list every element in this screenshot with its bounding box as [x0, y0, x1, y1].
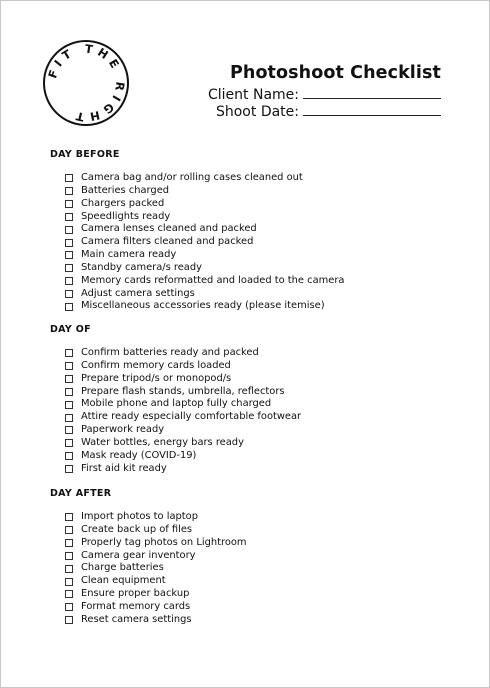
checklist-item-label: Prepare flash stands, umbrella, reflectors	[81, 385, 285, 397]
checkbox[interactable]	[65, 603, 73, 611]
checklist-item	[65, 424, 301, 437]
checklist-item	[65, 614, 247, 627]
checkbox[interactable]	[65, 414, 73, 422]
checklist-item	[65, 373, 301, 386]
checklist-item-label: Confirm memory cards loaded	[81, 359, 231, 371]
checklist-item-label: Import photos to laptop	[81, 511, 198, 522]
section-title: DAY OF	[50, 324, 91, 335]
checklist-item-label: Camera filters cleaned and packed	[81, 236, 254, 248]
checklist-item	[65, 198, 344, 211]
checklist-item-label: Confirm batteries ready and packed	[81, 347, 259, 358]
checklist-item-label: Water bottles, energy bars ready	[81, 436, 244, 448]
checklist-item-label: Batteries charged	[81, 184, 170, 196]
checkbox[interactable]	[65, 465, 73, 473]
checkbox[interactable]	[65, 452, 73, 460]
checklist-item	[65, 550, 247, 563]
checkbox[interactable]	[65, 303, 73, 311]
checkbox[interactable]	[65, 264, 73, 272]
shoot-date-blank[interactable]	[303, 103, 441, 116]
checklist-item-label: Attire ready especially comfortable footwear	[81, 411, 302, 423]
checklist	[65, 347, 301, 475]
checkbox[interactable]	[65, 526, 73, 534]
checklist-item-label: Memory cards reformatted and loaded to the camera	[81, 274, 345, 286]
checklist-item	[65, 347, 301, 360]
checkbox[interactable]	[65, 616, 73, 624]
checklist-item	[65, 223, 344, 236]
checklist-item	[65, 450, 301, 463]
checklist-item-label: Format memory cards	[81, 600, 191, 612]
checkbox[interactable]	[65, 388, 73, 396]
checklist-item-label: First aid kit ready	[81, 462, 167, 474]
shoot-date-label: Shoot Date:	[215, 104, 299, 120]
checklist-item	[65, 386, 301, 399]
checkbox[interactable]	[65, 349, 73, 357]
client-name-blank[interactable]	[303, 86, 441, 99]
checkbox[interactable]	[65, 426, 73, 434]
checklist-item-label: Main camera ready	[81, 249, 177, 261]
checklist-item	[65, 562, 247, 575]
checkbox[interactable]	[65, 290, 73, 298]
checkbox[interactable]	[65, 200, 73, 208]
checkbox[interactable]	[65, 401, 73, 409]
checkbox[interactable]	[65, 239, 73, 247]
checkbox[interactable]	[65, 226, 73, 234]
checkbox[interactable]	[65, 174, 73, 182]
client-name-field	[208, 86, 441, 103]
checkbox[interactable]	[65, 578, 73, 586]
checklist-item	[65, 236, 344, 249]
checkbox[interactable]	[65, 213, 73, 221]
checklist	[65, 511, 247, 627]
checklist-item	[65, 262, 344, 275]
checklist-item	[65, 300, 344, 313]
checklist-item-label: Adjust camera settings	[81, 287, 195, 299]
checklist-item-label: Standby camera/s ready	[81, 261, 202, 273]
section-title: DAY BEFORE	[50, 149, 120, 160]
checklist-item-label: Speedlights ready	[81, 210, 171, 222]
client-name-label: Client Name:	[208, 87, 299, 103]
checklist-item-label: Reset camera settings	[81, 613, 192, 625]
logo-text: FIT THE RIGHT	[45, 41, 128, 125]
checkbox[interactable]	[65, 251, 73, 259]
checklist-item	[65, 524, 247, 537]
logo-circle-icon	[41, 38, 131, 128]
checkbox[interactable]	[65, 590, 73, 598]
checkbox[interactable]	[65, 539, 73, 547]
checklist-item-label: Prepare tripod/s or monopod/s	[81, 372, 232, 384]
checklist-item	[65, 437, 301, 450]
checklist-item	[65, 411, 301, 424]
checklist-item	[65, 398, 301, 411]
checklist-item	[65, 575, 247, 588]
checklist-item	[65, 211, 344, 224]
checklist-item-label: Camera gear inventory	[81, 549, 196, 561]
checklist-item-label: Properly tag photos on Lightroom	[81, 536, 247, 548]
checklist-item-label: Paperwork ready	[81, 424, 165, 436]
section-title: DAY AFTER	[50, 488, 112, 499]
checkbox[interactable]	[65, 187, 73, 195]
checkbox[interactable]	[65, 277, 73, 285]
checklist-item	[65, 288, 344, 301]
shoot-date-field	[216, 103, 441, 120]
checklist-item	[65, 588, 247, 601]
checklist-item-label: Camera lenses cleaned and packed	[81, 223, 257, 235]
checklist-item-label: Charge batteries	[81, 562, 164, 574]
checklist-item-label: Create back up of files	[81, 523, 193, 535]
checklist-item-label: Miscellaneous accessories ready (please itemise)	[81, 300, 325, 312]
checklist-item-label: Camera bag and/or rolling cases cleaned out	[81, 172, 303, 183]
checklist-item-label: Mobile phone and laptop fully charged	[81, 398, 272, 410]
checklist-item-label: Chargers packed	[81, 197, 165, 209]
checkbox[interactable]	[65, 362, 73, 370]
checklist-item	[65, 511, 247, 524]
checklist-item	[65, 360, 301, 373]
checklist-item-label: Mask ready (COVID-19)	[81, 449, 197, 461]
checklist-item	[65, 185, 344, 198]
checkbox[interactable]	[65, 552, 73, 560]
checkbox[interactable]	[65, 565, 73, 573]
checklist-item	[65, 275, 344, 288]
checklist	[65, 172, 344, 313]
brand-logo	[41, 38, 131, 128]
checkbox[interactable]	[65, 513, 73, 521]
checklist-item-label: Clean equipment	[81, 575, 166, 587]
checklist-item	[65, 172, 344, 185]
checkbox[interactable]	[65, 375, 73, 383]
checklist-item	[65, 249, 344, 262]
checklist-item	[65, 537, 247, 550]
page-title: Photoshoot Checklist	[229, 63, 441, 83]
checkbox[interactable]	[65, 439, 73, 447]
checklist-item	[65, 463, 301, 476]
checklist-item-label: Ensure proper backup	[81, 588, 190, 600]
checklist-item	[65, 601, 247, 614]
